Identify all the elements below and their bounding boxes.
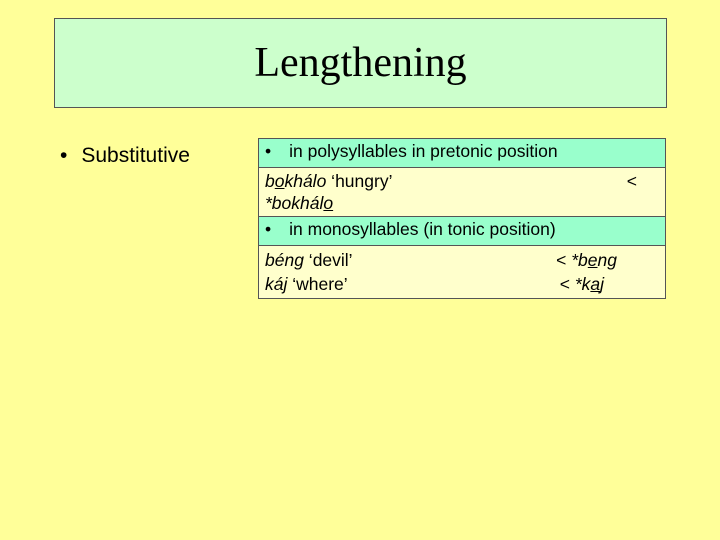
example-line bbox=[265, 170, 659, 192]
bullet-dot: • bbox=[265, 141, 272, 161]
section-header-text: in polysyllables in pretonic position bbox=[289, 141, 558, 161]
section-header-monosyllables bbox=[259, 217, 666, 246]
title-box bbox=[54, 18, 667, 108]
example-line bbox=[265, 248, 659, 272]
side-label: Substitutive bbox=[81, 144, 190, 167]
reconstruction: < *beng bbox=[556, 250, 617, 270]
example-word: béng bbox=[265, 250, 304, 270]
section-header-text: in monosyllables (in tonic position) bbox=[289, 219, 556, 239]
example-gloss: ‘devil’ bbox=[303, 250, 353, 270]
section-header-polysyllables bbox=[259, 139, 666, 168]
side-bullet bbox=[60, 144, 190, 168]
example-row bbox=[259, 246, 666, 299]
examples-table bbox=[258, 138, 666, 299]
example-gloss: ‘where’ bbox=[287, 274, 348, 294]
derivation-sign: < bbox=[626, 171, 637, 191]
example-word: bokhálo bbox=[265, 171, 327, 191]
example-row bbox=[259, 168, 666, 217]
example-gloss: ‘hungry’ bbox=[326, 171, 393, 191]
reconstruction: < *kaj bbox=[559, 274, 604, 294]
bullet-dot: • bbox=[265, 219, 272, 239]
bullet-dot: • bbox=[60, 144, 68, 167]
example-line bbox=[265, 272, 659, 296]
example-word: káj bbox=[265, 274, 288, 294]
slide-title: Lengthening bbox=[254, 40, 467, 86]
reconstruction: *bokhálo bbox=[265, 193, 334, 213]
